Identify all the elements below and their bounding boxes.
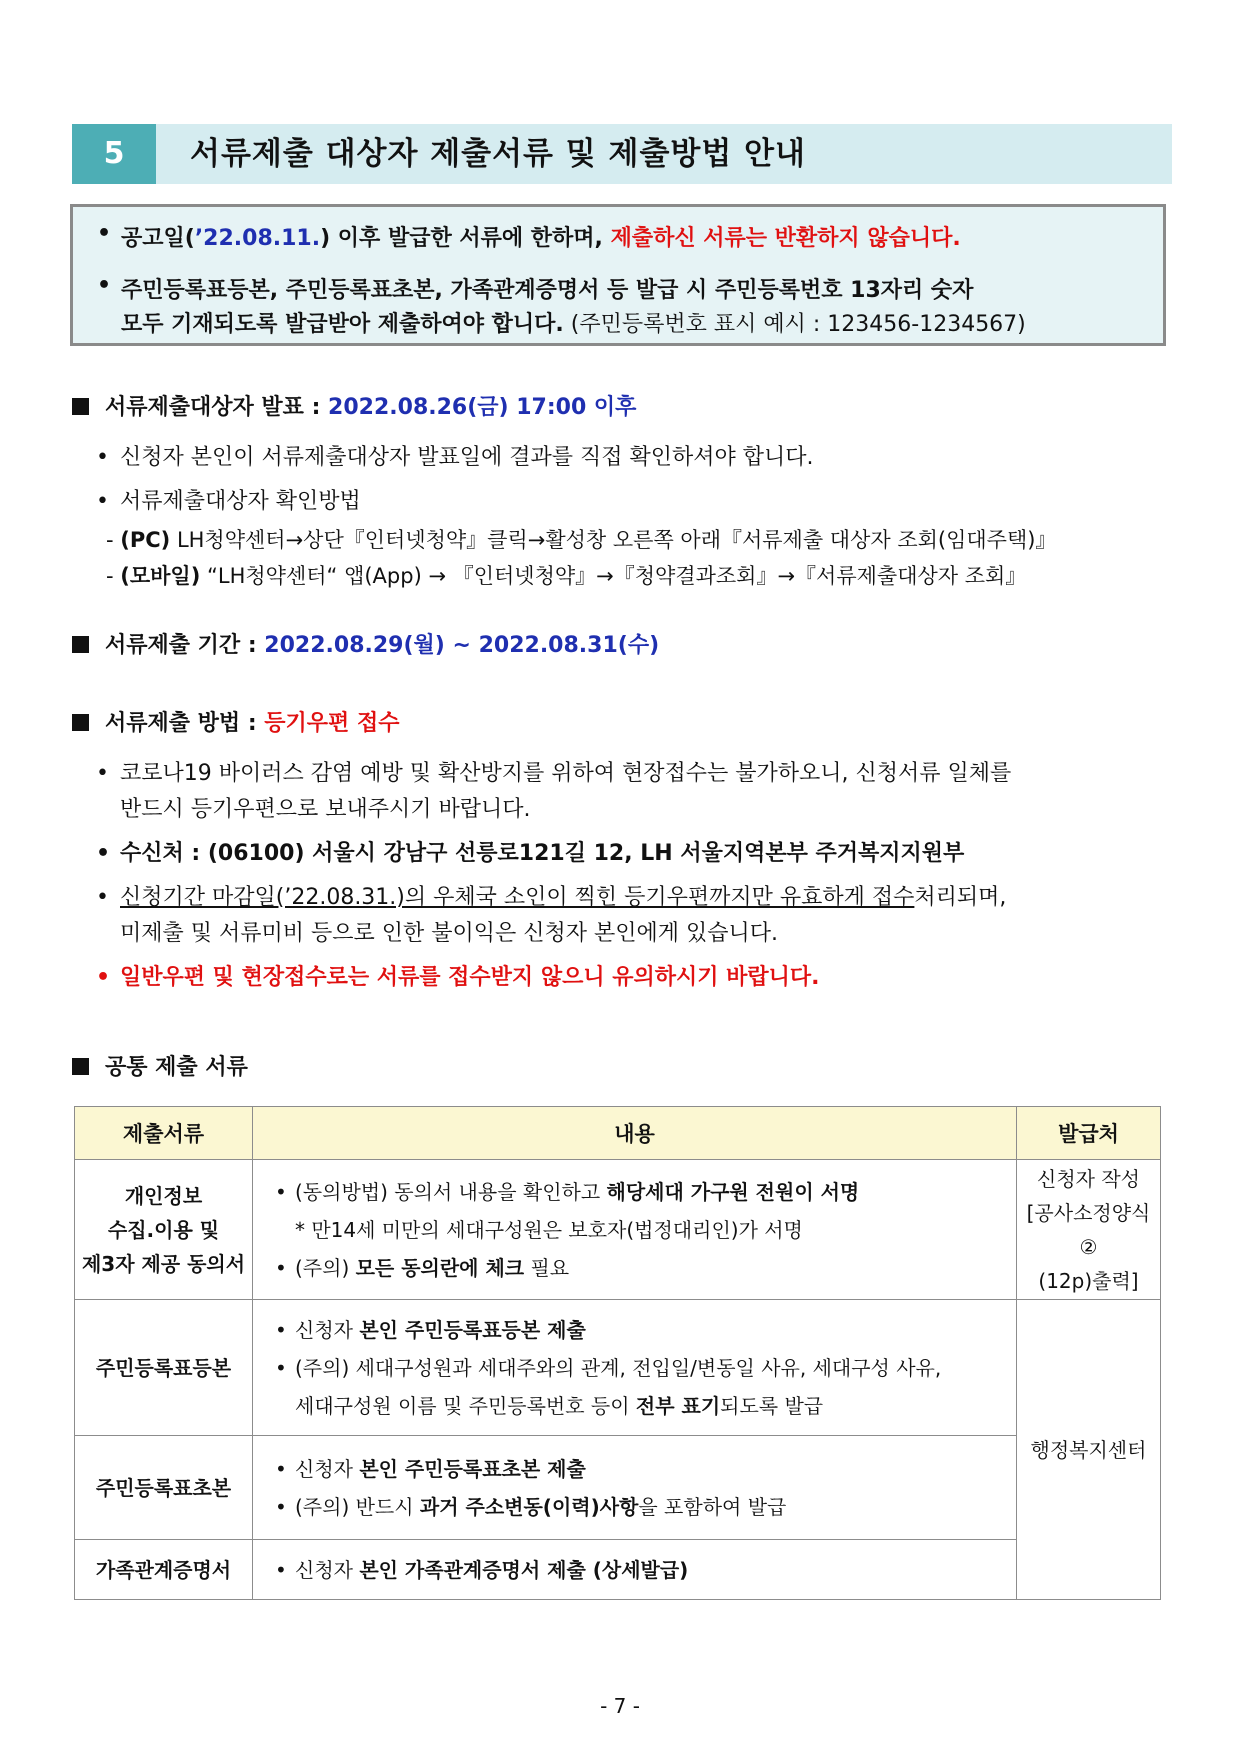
doc-content-family-cert: • 신청자 본인 가족관계증명서 제출 (상세발급) — [253, 1540, 1017, 1600]
announce-bullet-2: • 서류제출대상자 확인방법 — [96, 489, 361, 514]
square-bullet-icon — [72, 636, 89, 653]
doc-name-family-cert: 가족관계증명서 — [75, 1540, 253, 1600]
announce-bullet-1: • 신청자 본인이 서류제출대상자 발표일에 결과를 직접 확인하셔야 합니다. — [96, 445, 814, 470]
table-header-row — [75, 1107, 1161, 1160]
square-bullet-icon — [72, 1058, 89, 1075]
column-header: 내용 — [253, 1107, 1017, 1160]
bullet-icon: • — [275, 1456, 287, 1481]
issuer-consent: 신청자 작성 [공사소정양식② (12p)출력] — [1017, 1160, 1161, 1300]
doc-content-resident-copy: • 신청자 본인 주민등록표등본 제출 • (주의) 세대구성원과 세대주와의 관계, 전입일/변동일 사유, 세대구성 사유, 세대구성원 이름 및 주민등록번호 등이 전부 표기되도록 발급 — [253, 1300, 1017, 1436]
bullet-icon: • — [275, 1494, 287, 1519]
bullet-icon: • — [275, 1355, 287, 1380]
column-header: 발급처 — [1017, 1107, 1161, 1160]
doc-content-consent: • (동의방법) 동의서 내용을 확인하고 해당세대 가구원 전원이 서명 * 만14세 미만의 세대구성원은 보호자(법정대리인)가 서명 • (주의) 모든 동의란에 체크 필요 — [253, 1160, 1017, 1300]
doc-name-resident-copy: 주민등록표등본 — [75, 1300, 253, 1436]
notice-warning: 제출하신 서류는 반환하지 않습니다. — [610, 226, 961, 251]
square-bullet-icon — [72, 398, 89, 415]
square-bullet-icon — [72, 714, 89, 731]
bullet-icon: • — [96, 761, 109, 786]
bullet-icon: • — [275, 1179, 287, 1204]
bullet-icon: • — [97, 273, 112, 298]
method-bullet-recipient: • 수신처 : (06100) 서울시 강남구 선릉로121길 12, LH 서울지역본부 주거복지지원부 — [96, 841, 965, 866]
table-row — [75, 1160, 1161, 1300]
notice-date: ’22.08.11. — [194, 226, 321, 251]
section-header — [72, 124, 1172, 184]
issuer-welfare-center: 행정복지센터 — [1017, 1300, 1161, 1600]
column-header: 제출서류 — [75, 1107, 253, 1160]
table-row — [75, 1540, 1161, 1600]
section-title: 서류제출 대상자 제출서류 및 제출방법 안내 — [190, 136, 806, 172]
bullet-icon: • — [275, 1557, 287, 1582]
bullet-icon: • — [96, 885, 109, 910]
notice-line-2: • 주민등록표등본, 주민등록표초본, 가족관계증명서 등 발급 시 주민등록번호 13자리 숫자 — [97, 273, 974, 303]
method-heading: 서류제출 방법 : 등기우편 접수 — [72, 706, 399, 737]
notice-line-3: 모두 기재되도록 발급받아 제출하여야 합니다. (주민등록번호 표시 예시 : 123456-1234567) — [121, 312, 1026, 337]
method-bullet-1-cont: 반드시 등기우편으로 보내주시기 바랍니다. — [120, 797, 531, 822]
table-row — [75, 1300, 1161, 1436]
page-number: - 7 - — [600, 1694, 640, 1718]
period-heading: 서류제출 기간 : 2022.08.29(월) ~ 2022.08.31(수) — [72, 628, 659, 659]
bullet-icon: • — [96, 965, 111, 990]
bullet-icon: • — [96, 841, 111, 866]
method-bullet-1: • 코로나19 바이러스 감염 예방 및 확산방지를 위하여 현장접수는 불가하오니, 신청서류 일체를 — [96, 761, 1012, 786]
doc-content-resident-abstract: • 신청자 본인 주민등록표초본 제출 • (주의) 반드시 과거 주소변동(이력)사항을 포함하여 발급 — [253, 1436, 1017, 1540]
doc-name-consent: 개인정보 수집.이용 및 제3자 제공 동의서 — [75, 1160, 253, 1300]
announce-mobile-line: - (모바일) “LH청약센터“ 앱(App) → 『인터넷청약』→『청약결과조회』→『서류제출대상자 조회』 — [106, 564, 1027, 588]
announce-heading: 서류제출대상자 발표 : 2022.08.26(금) 17:00 이후 — [72, 390, 636, 421]
method-bullet-warning: • 일반우편 및 현장접수로는 서류를 접수받지 않으니 유의하시기 바랍니다. — [96, 965, 820, 990]
method-bullet-3-cont: 미제출 및 서류미비 등으로 인한 불이익은 신청자 본인에게 있습니다. — [120, 921, 778, 946]
doc-name-resident-abstract: 주민등록표초본 — [75, 1436, 253, 1540]
documents-table — [74, 1106, 1161, 1600]
bullet-icon: • — [96, 489, 109, 514]
notice-line-1: • 공고일(’22.08.11.) 이후 발급한 서류에 한하며, 제출하신 서류는 반환하지 않습니다. — [97, 221, 961, 251]
common-docs-heading: 공통 제출 서류 — [72, 1050, 248, 1081]
bullet-icon: • — [96, 445, 109, 470]
section-number: 5 — [72, 124, 156, 184]
table-row — [75, 1436, 1161, 1540]
notice-box — [70, 204, 1166, 346]
method-bullet-3: • 신청기간 마감일(’22.08.31.)의 우체국 소인이 찍힌 등기우편까지만 유효하게 접수처리되며, — [96, 885, 1007, 910]
announce-pc-line: - (PC) LH청약센터→상단『인터넷청약』클릭→활성창 오른쪽 아래『서류제출 대상자 조회(임대주택)』 — [106, 528, 1057, 552]
bullet-icon: • — [97, 221, 112, 246]
bullet-icon: • — [275, 1255, 287, 1280]
bullet-icon: • — [275, 1317, 287, 1342]
